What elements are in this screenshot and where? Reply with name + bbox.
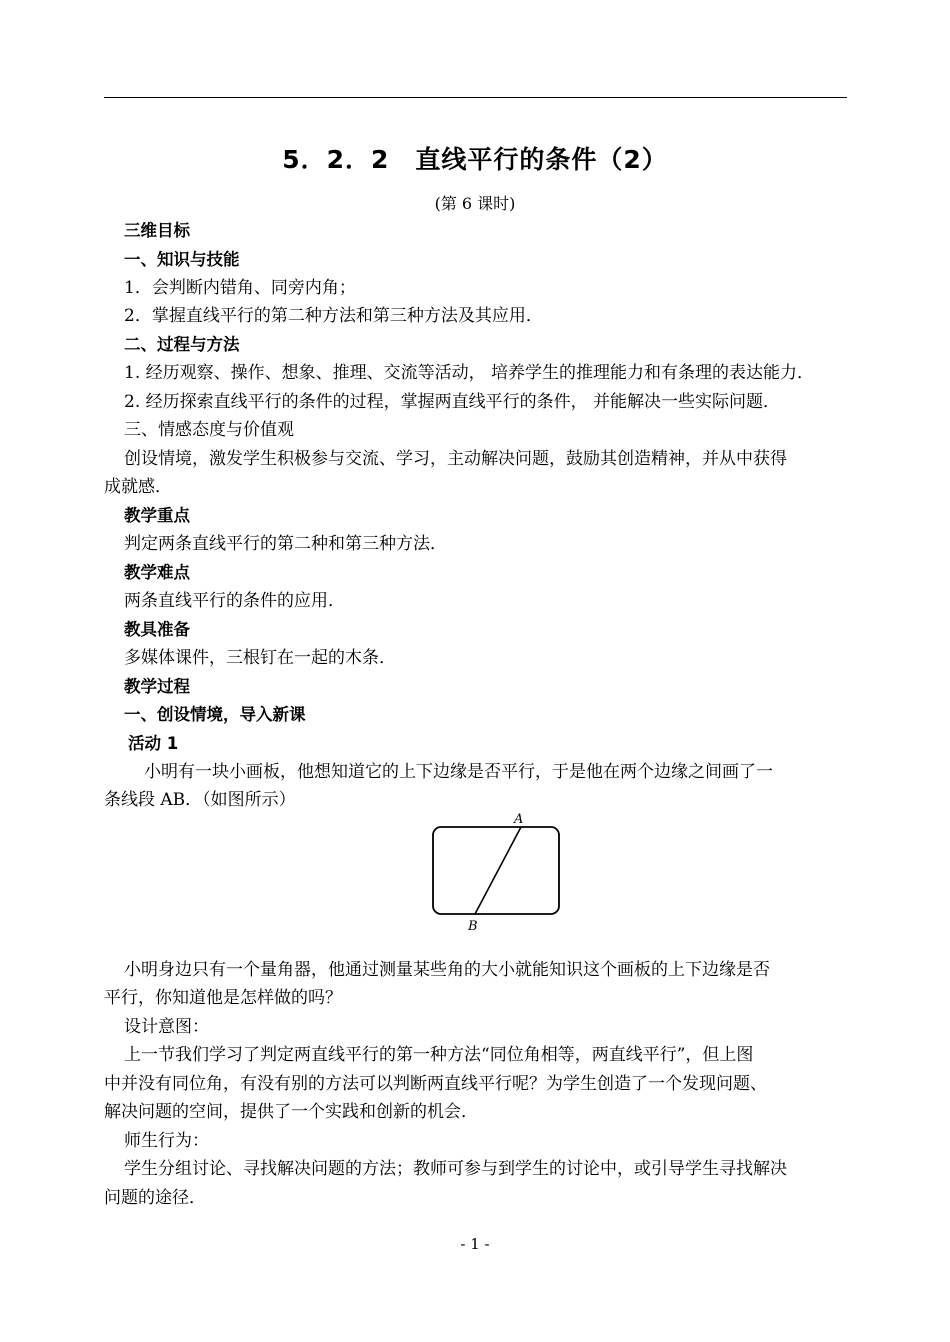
body-line: 成就感． xyxy=(104,477,172,497)
heading-section-1: 一、创设情境，导入新课 xyxy=(124,705,306,724)
heading-key-point: 教学重点 xyxy=(124,506,190,525)
heading-teaching-process: 教学过程 xyxy=(124,677,190,696)
page-number: - 1 - xyxy=(460,1235,490,1253)
body-line: 上一节我们学习了判定两直线平行的第一种方法“同位角相等，两直线平行”，但上图 xyxy=(124,1045,754,1065)
heading-process: 二、过程与方法 xyxy=(124,335,240,354)
heading-knowledge: 一、知识与技能 xyxy=(124,250,240,269)
body-line: 多媒体课件，三根钉在一起的木条． xyxy=(124,648,396,668)
body-line: 2. 经历探索直线平行的条件的过程，掌握两直线平行的条件， 并能解决一些实际问题． xyxy=(124,392,781,412)
board-outline xyxy=(433,827,559,914)
label-a: A xyxy=(514,812,524,827)
body-line: 平行，你知道他是怎样做的吗？ xyxy=(104,988,342,1008)
body-line: 1．会判断内错角、同旁内角； xyxy=(124,278,356,298)
body-line: 条线段 AB．（如图所示） xyxy=(104,790,296,810)
heading-teacher-student: 师生行为： xyxy=(124,1131,209,1151)
body-line: 小明有一块小画板，他想知道它的上下边缘是否平行，于是他在两个边缘之间画了一 xyxy=(144,762,773,782)
heading-activity-1: 活动 1 xyxy=(128,734,179,753)
body-line: 创设情境，激发学生积极参与交流、学习，主动解决问题，鼓励其创造精神，并从中获得 xyxy=(124,449,787,469)
body-line: 问题的途径． xyxy=(104,1188,206,1208)
segment-ab xyxy=(475,827,521,914)
lesson-title: 5．2．2 直线平行的条件（2） xyxy=(282,145,668,174)
body-line: 小明身边只有一个量角器，他通过测量某些角的大小就能知识这个画板的上下边缘是否 xyxy=(124,960,770,980)
lesson-subtitle: (第 6 课时) xyxy=(434,194,516,213)
body-line: 判定两条直线平行的第二种和第三种方法． xyxy=(124,534,447,554)
body-line: 两条直线平行的条件的应用． xyxy=(124,591,345,611)
body-line: 学生分组讨论、寻找解决问题的方法；教师可参与到学生的讨论中，或引导学生寻找解决 xyxy=(124,1159,787,1179)
body-line: 解决问题的空间，提供了一个实践和创新的机会． xyxy=(104,1102,478,1122)
drawing-board-figure xyxy=(428,810,564,934)
heading-design-intent: 设计意图： xyxy=(124,1017,209,1037)
heading-difficulty: 教学难点 xyxy=(124,563,190,582)
heading-materials: 教具准备 xyxy=(124,620,190,639)
body-line: 2．掌握直线平行的第二种方法和第三种方法及其应用． xyxy=(124,306,543,326)
heading-goals: 三维目标 xyxy=(124,221,190,240)
header-rule xyxy=(104,97,847,98)
body-line: 1. 经历观察、操作、想象、推理、交流等活动， 培养学生的推理能力和有条理的表达能力． xyxy=(124,363,815,383)
body-line: 中并没有同位角，有没有别的方法可以判断两直线平行呢？为学生创造了一个发现问题、 xyxy=(104,1074,767,1094)
label-b: B xyxy=(468,919,478,934)
heading-attitude: 三、情感态度与价值观 xyxy=(124,420,294,440)
